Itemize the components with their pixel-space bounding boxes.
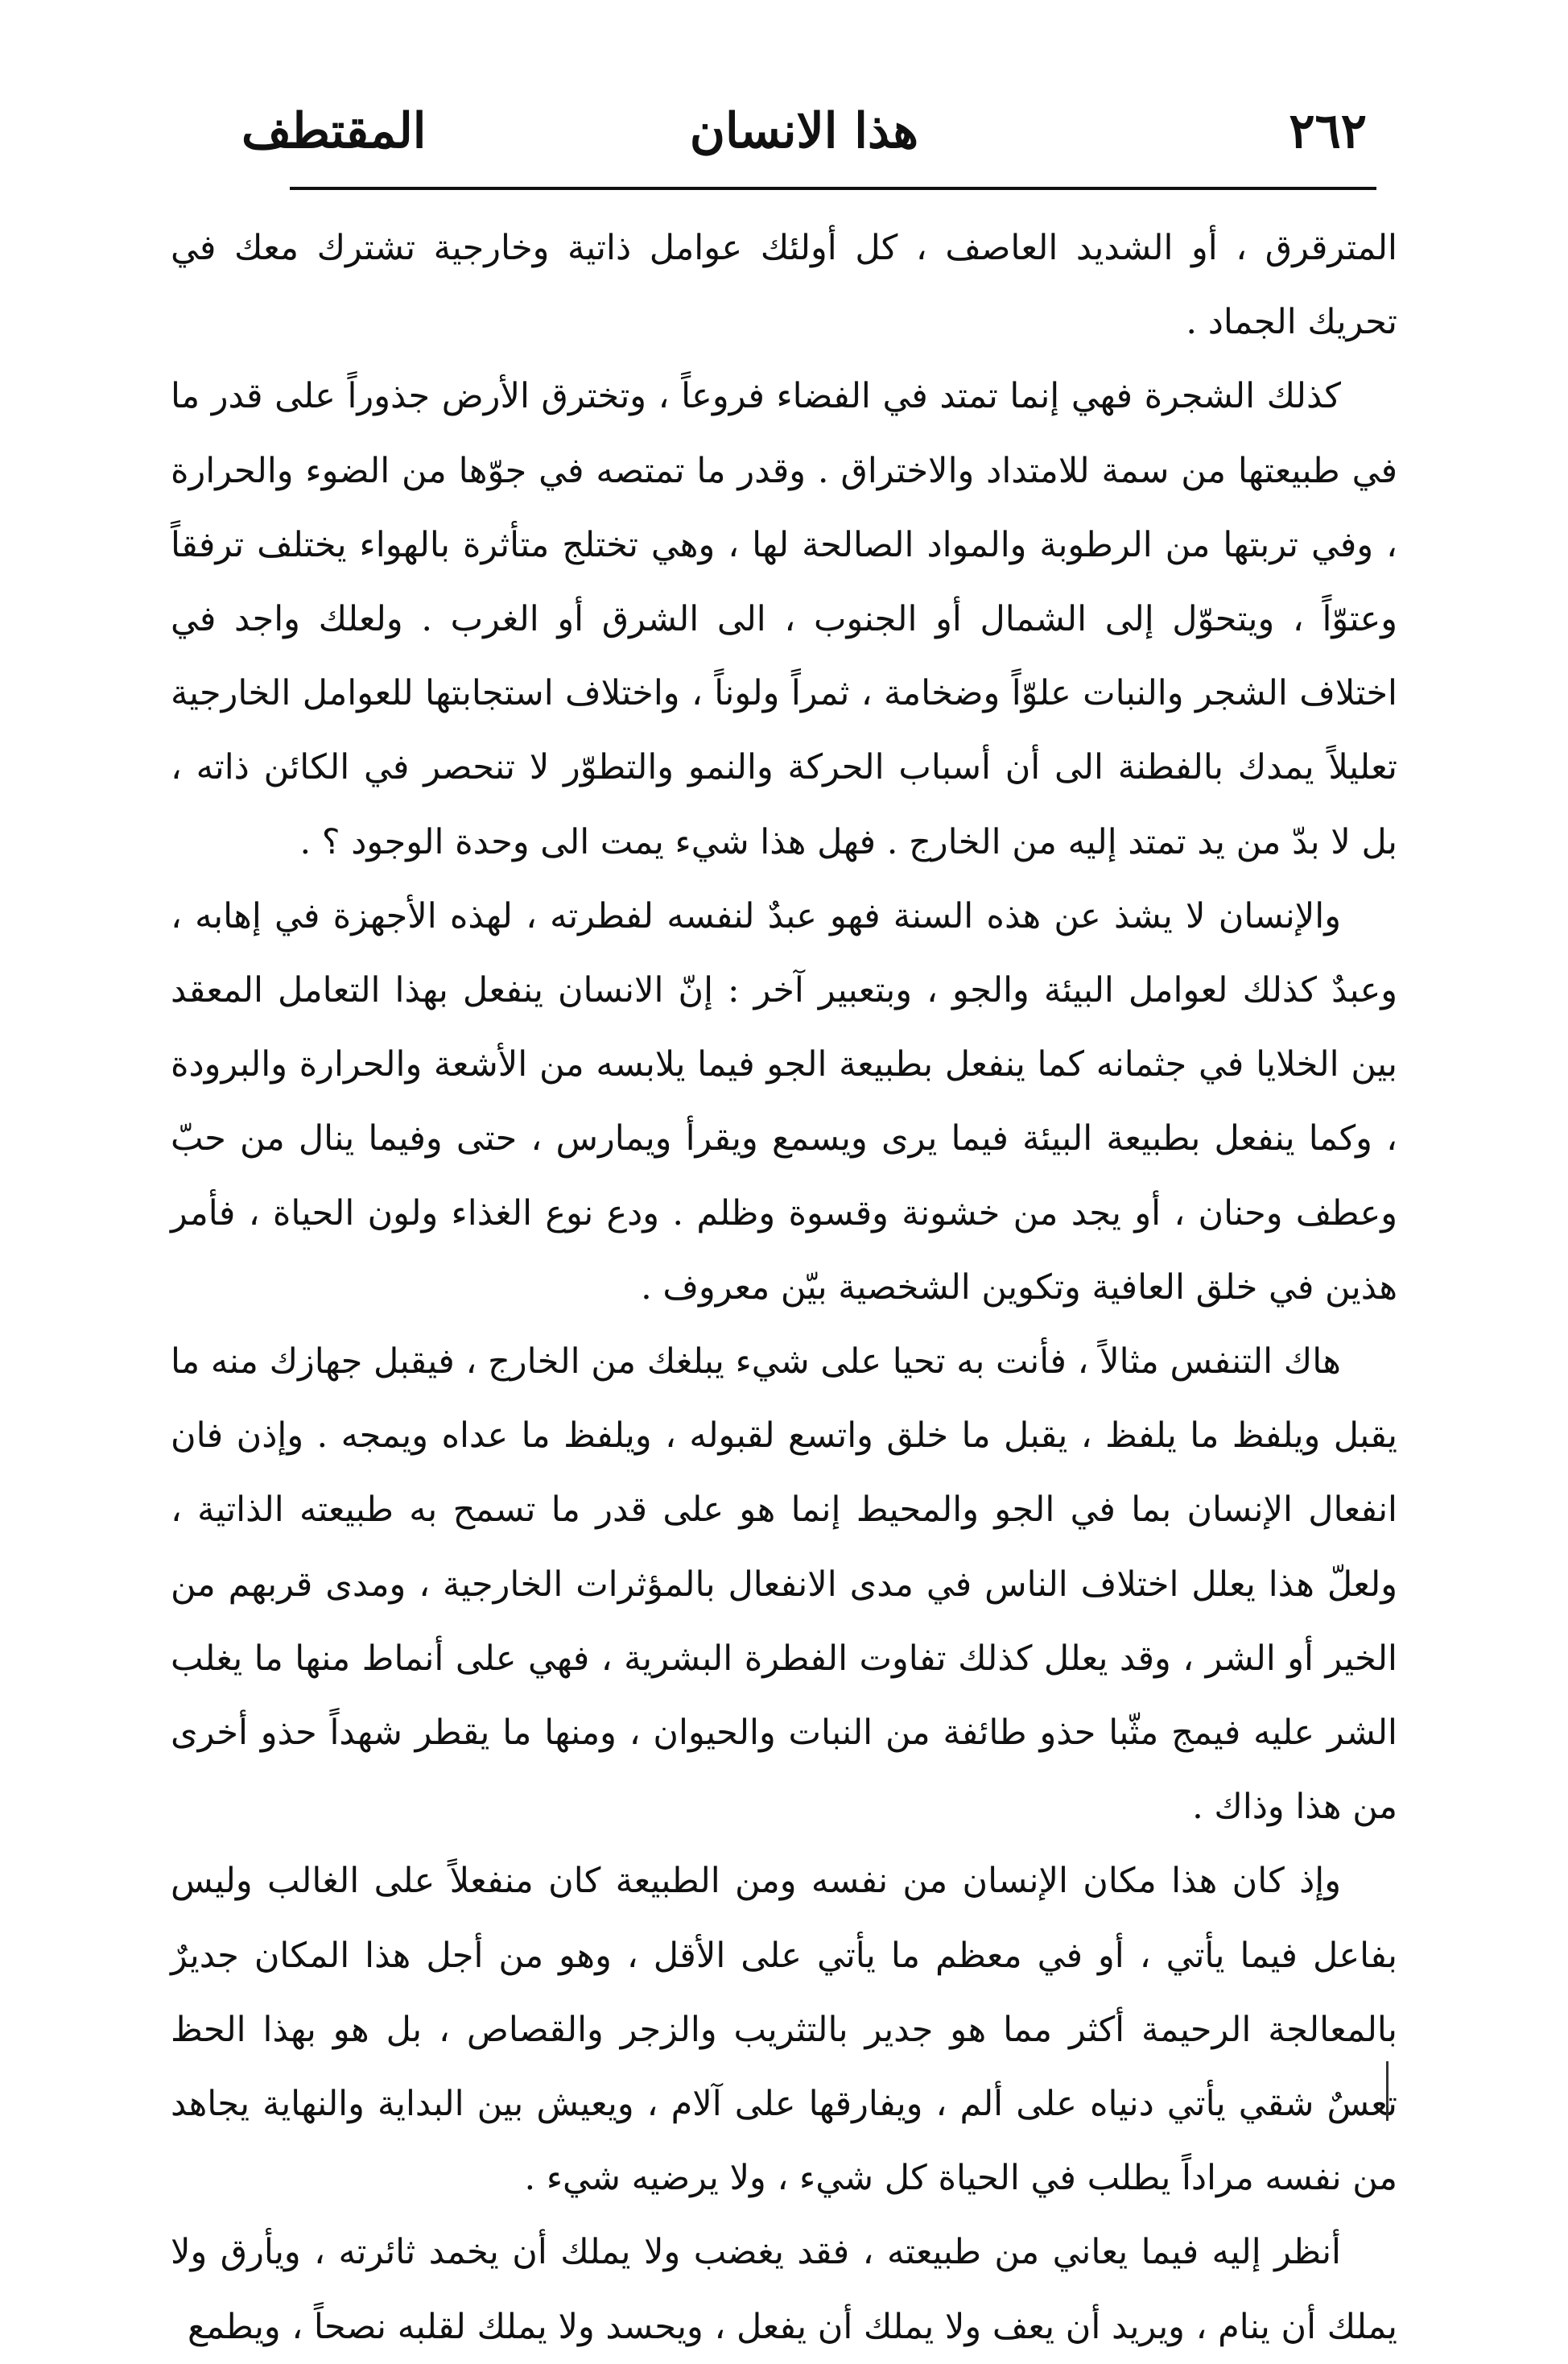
page-header [241, 95, 1367, 167]
journal-name: المقتطف [241, 103, 427, 159]
paragraph: المترقرق ، أو الشديد العاصف ، كل أولئك عوامل ذاتية وخارجية تشترك معك في تحريك الجماد . [171, 228, 1397, 343]
paragraph: هاك التنفس مثالاً ، فأنت به تحيا على شيء يبلغك من الخارج ، فيقبل جهازك منه ما يقبل ويلفظ ما يلفظ ، يقبل ما خلق واتسع لقبوله ، ويلفظ ما عداه ويمجه . وإذن فان انفعال الإنسان بما في الجو والمحيط إنما هو على قدر ما تسمح به طبيعته الذاتية ، ولعلّ هذا يعلل اختلاف الناس في مدى الانفعال بالمؤثرات الخارجية ، ومدى قربهم من الخير أو الشر ، وقد يعلل كذلك تفاوت الفطرة البشرية ، فهي على أنماط منها ما يغلب الشر عليه فيمج مثّبا حذو طائفة من النبات والحيوان ، ومنها ما يقطر شهداً حذو أخرى من هذا وذاك . [171, 1341, 1397, 1828]
margin-mark [1386, 2061, 1389, 2121]
paragraph: كذلك الشجرة فهي إنما تمتد في الفضاء فروعاً ، وتخترق الأرض جذوراً على قدر ما في طبيعتها من سمة للامتداد والاختراق . وقدر ما تمتصه في جوّها من الضوء والحرارة ، وفي تربتها من الرطوبة والمواد الصالحة لها ، وهي تختلج متأثرة بالهواء يختلف ترفقاً وعتوّاً ، ويتحوّل إلى الشمال أو الجنوب ، الى الشرق أو الغرب . ولعلك واجد في اختلاف الشجر والنبات علوّاً وضخامة ، ثمراً ولوناً ، واختلاف استجابتها للعوامل الخارجية تعليلاً يمدك بالفطنة الى أن أسباب الحركة والنمو والتطوّر لا تنحصر في الكائن ذاته ، بل لا بدّ من يد تمتد إليه من الخارج . فهل هذا شيء يمت الى وحدة الوجود ؟ . [171, 376, 1397, 862]
paragraph: والإنسان لا يشذ عن هذه السنة فهو عبدٌ لنفسه لفطرته ، لهذه الأجهزة في إهابه ، وعبدٌ كذلك لعوامل البيئة والجو ، وبتعبير آخر : إنّ الانسان ينفعل بهذا التعامل المعقد بين الخلايا في جثمانه كما ينفعل بطبيعة الجو فيما يلابسه من الأشعة والحرارة والبرودة ، وكما ينفعل بطبيعة البيئة فيما يرى ويسمع ويقرأ ويمارس ، حتى وفيما ينال من حبّ وعطف وحنان ، أو يجد من خشونة وقسوة وظلم . ودع نوع الغذاء ولون الحياة ، فأمر هذين في خلق العافية وتكوين الشخصية بيّن معروف . [171, 895, 1397, 1308]
paragraph: وإذ كان هذا مكان الإنسان من نفسه ومن الطبيعة كان منفعلاً على الغالب وليس بفاعل فيما يأتي ، أو في معظم ما يأتي على الأقل ، وهو من أجل هذا المكان جديرٌ بالمعالجة الرحيمة أكثر مما هو جدير بالتثريب والزجر والقصاص ، بل هو بهذا الحظ تعسٌ شقي يأتي دنياه على ألم ، ويفارقها على آلام ، ويعيش بين البداية والنهاية يجاهد من نفسه مراداً يطلب في الحياة كل شيء ، ولا يرضيه شيء . [171, 1861, 1397, 2199]
article-body [171, 211, 1397, 2364]
paragraph: أنظر إليه فيما يعاني من طبيعته ، فقد يغضب ولا يملك أن يخمد ثائرته ، ويأرق ولا يملك أن ينام ، ويريد أن يعف ولا يملك أن يفعل ، ويحسد ولا يملك لقلبه نصحاً ، ويطمع [171, 2232, 1397, 2347]
article-title: هذا الانسان [689, 103, 919, 159]
page-number: ٢٦٢ [1289, 103, 1367, 159]
header-rule [290, 187, 1376, 190]
